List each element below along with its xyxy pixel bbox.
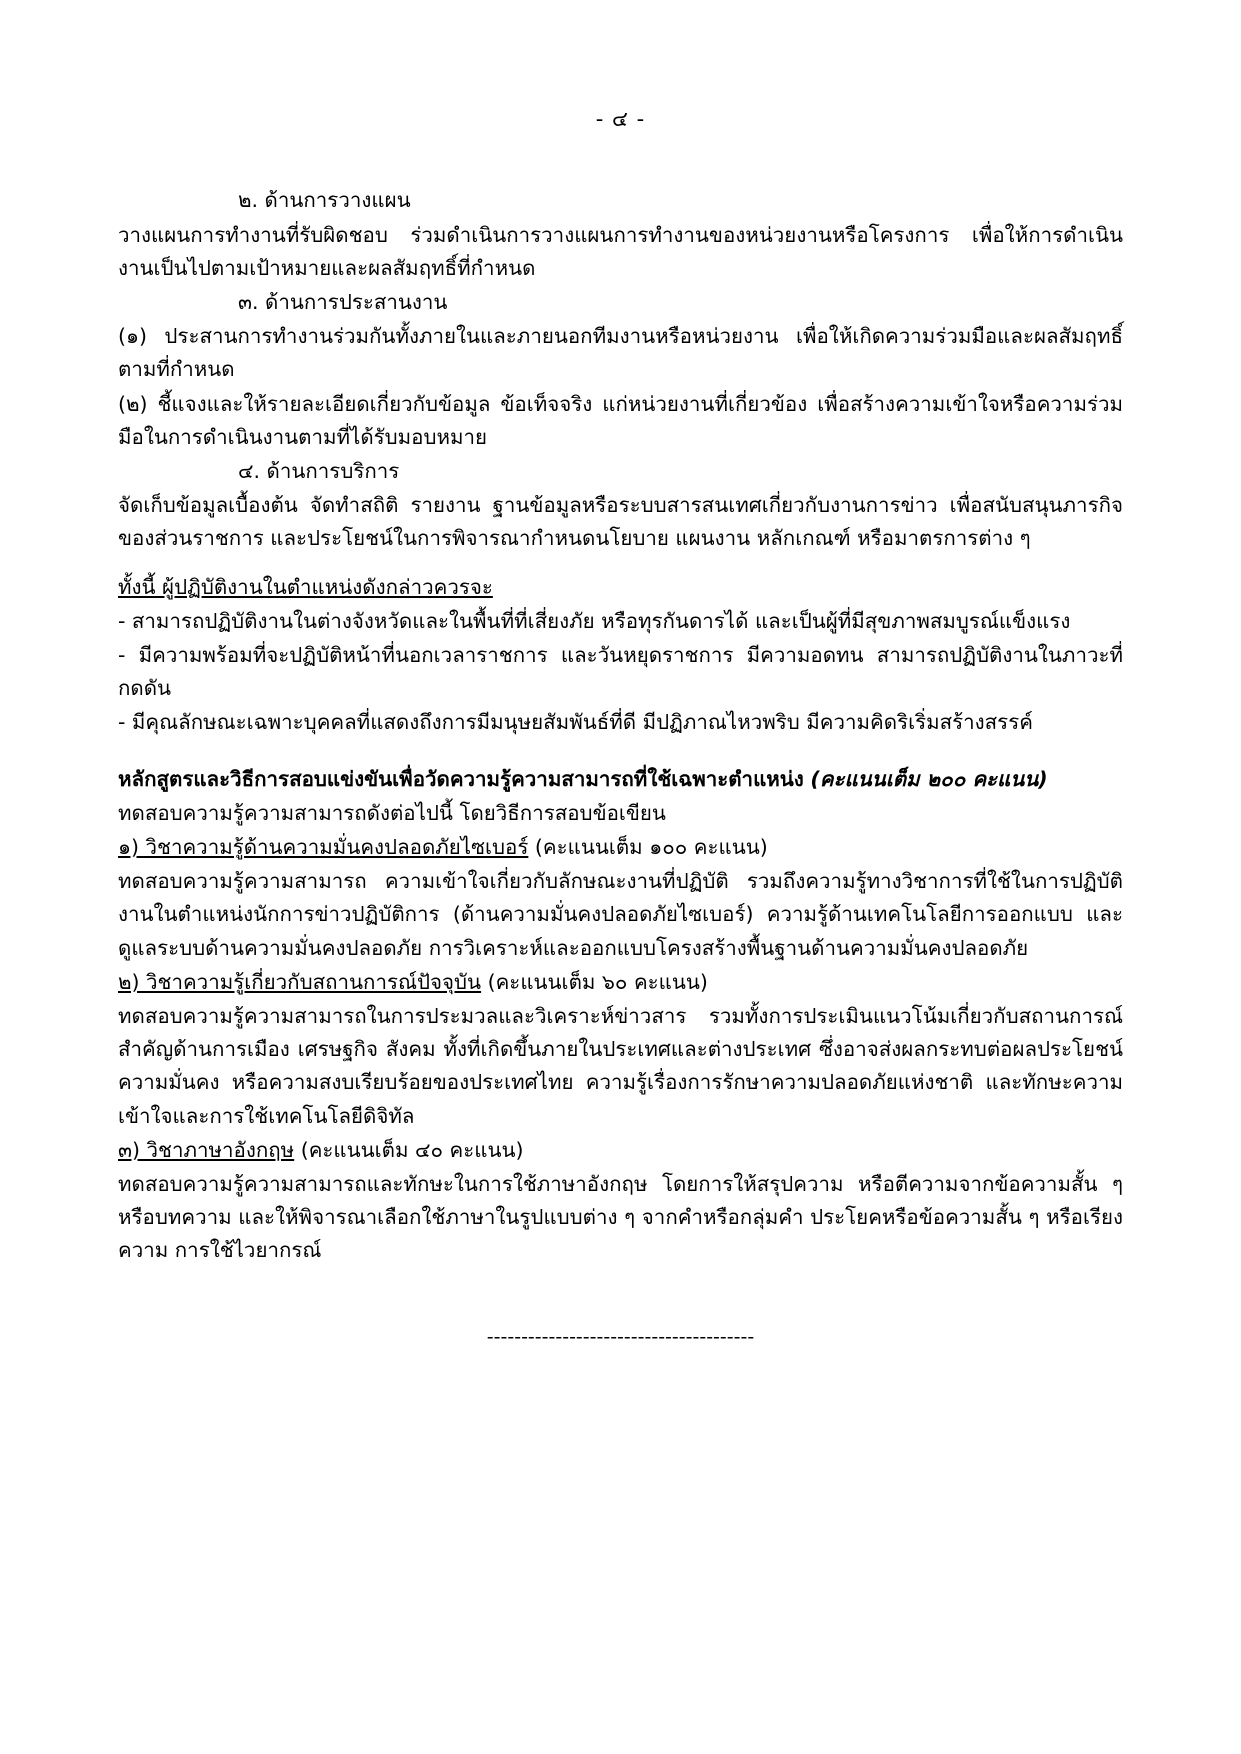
spacer bbox=[118, 557, 1123, 571]
section-paragraph-coordination-1: (๑) ประสานการทำงานร่วมกันทั้งภายในและภายนอกทีมงานหรือหน่วยงาน เพื่อให้เกิดความร่วมมือและผลสัมฤทธิ์ตามที่กำหนด bbox=[118, 324, 1123, 382]
exam-subject-3-title: ๓) วิชาภาษาอังกฤษ bbox=[118, 1137, 295, 1162]
exam-subject-2-score: (คะแนนเต็ม ๖๐ คะแนน) bbox=[487, 969, 708, 994]
spacer bbox=[118, 741, 1123, 763]
exam-subject-3-heading bbox=[118, 1134, 1123, 1167]
exam-subject-1-heading bbox=[118, 831, 1123, 864]
exam-subject-2-title: ๒) วิชาความรู้เกี่ยวกับสถานการณ์ปัจจุบัน bbox=[118, 969, 482, 994]
page-number: - ๔ - bbox=[595, 107, 646, 131]
document-body bbox=[118, 184, 1123, 1267]
section-paragraph-planning-1: วางแผนการทำงานที่รับผิดชอบ ร่วมดำเนินการวางแผนการทำงานของหน่วยงานหรือโครงการ เพื่อให้การดำเนินงานเป็นไปตามเป้าหมายและผลสัมฤทธิ์ที่กำหนด bbox=[118, 222, 1123, 280]
section-heading-coordination: ๓. ด้านการประสานงาน bbox=[238, 290, 448, 314]
footer-divider: --------------------------------------- bbox=[486, 1325, 755, 1348]
exam-subject-2-heading bbox=[118, 966, 1123, 999]
exam-title-score: (คะแนนเต็ม ๒๐๐ คะแนน) bbox=[810, 766, 1048, 791]
exam-subject-1-title: ๑) วิชาความรู้ด้านความมั่นคงปลอดภัยไซเบอร์ bbox=[118, 835, 529, 860]
exam-title-main: หลักสูตรและวิธีการสอบแข่งขันเพื่อวัดความรู้ความสามารถที่ใช้เฉพาะตำแหน่ง bbox=[118, 766, 804, 791]
exam-subject-3-score: (คะแนนเต็ม ๔๐ คะแนน) bbox=[300, 1137, 524, 1162]
exam-title bbox=[118, 763, 1123, 796]
exam-subject-3-body: ทดสอบความรู้ความสามารถและทักษะในการใช้ภาษาอังกฤษ โดยการให้สรุปความ หรือตีความจากข้อความสั้น ๆ หรือบทความ และให้พิจารณาเลือกใช้ภาษาในรูปแบบต่าง ๆ จากคำหรือกลุ่มคำ ประโยคหรือข้อความสั้น ๆ หรือเรียงความ การใช้ไวยากรณ์ bbox=[118, 1172, 1123, 1263]
qualification-item-1: - สามารถปฏิบัติงานในต่างจังหวัดและในพื้นที่ที่เสี่ยงภัย หรือทุรกันดารได้ และเป็นผู้ที่มีสุขภาพสมบูรณ์แข็งแรง bbox=[118, 608, 1071, 633]
exam-intro: ทดสอบความรู้ความสามารถดังต่อไปนี้ โดยวิธีการสอบข้อเขียน bbox=[118, 800, 666, 825]
qualification-item-2: - มีความพร้อมที่จะปฏิบัติหน้าที่นอกเวลาราชการ และวันหยุดราชการ มีความอดทน สามารถปฏิบัติงานในภาวะที่กดดัน bbox=[118, 643, 1123, 701]
exam-subject-2-body: ทดสอบความรู้ความสามารถในการประมวลและวิเคราะห์ข่าวสาร รวมทั้งการประเมินแนวโน้มเกี่ยวกับสถานการณ์สำคัญด้านการเมือง เศรษฐกิจ สังคม ทั้งที่เกิดขึ้นภายในประเทศและต่างประเทศ ซึ่งอาจส่งผลกระทบต่อผลประโยชน์ ความมั่นคง หรือความสงบเรียบร้อยของประเทศไทย ความรู้เรื่องการรักษาความปลอดภัยแห่งชาติ และทักษะความเข้าใจและการใช้เทคโนโลยีดิจิทัล bbox=[118, 1004, 1123, 1128]
qualifications-lead-in bbox=[118, 571, 1123, 604]
exam-subject-1-score: (คะแนนเต็ม ๑๐๐ คะแนน) bbox=[534, 835, 768, 860]
exam-subject-1-body: ทดสอบความรู้ความสามารถ ความเข้าใจเกี่ยวกับลักษณะงานที่ปฏิบัติ รวมถึงความรู้ทางวิชาการที่ใช้ในการปฏิบัติงานในตำแหน่งนักการข่าวปฏิบัติการ (ด้านความมั่นคงปลอดภัยไซเบอร์) ความรู้ด้านเทคโนโลยีการออกแบบ และดูแลระบบด้านความมั่นคงปลอดภัย การวิเคราะห์และออกแบบโครงสร้างพื้นฐานด้านความมั่นคงปลอดภัย bbox=[118, 869, 1123, 960]
qualifications-lead-in-text: ทั้งนี้ ผู้ปฏิบัติงานในตำแหน่งดังกล่าวควรจะ bbox=[118, 574, 493, 599]
qualification-item-3: - มีคุณลักษณะเฉพาะบุคคลที่แสดงถึงการมีมนุษยสัมพันธ์ที่ดี มีปฏิภาณไหวพริบ มีความคิดริเริ่มสร้างสรรค์ bbox=[118, 710, 1033, 735]
section-heading-planning: ๒. ด้านการวางแผน bbox=[238, 188, 411, 213]
section-heading-service: ๔. ด้านการบริการ bbox=[238, 459, 400, 484]
section-paragraph-service-1: จัดเก็บข้อมูลเบื้องต้น จัดทำสถิติ รายงาน ฐานข้อมูลหรือระบบสารสนเทศเกี่ยวกับงานการข่าว เพื่อสนับสนุนภารกิจของส่วนราชการ และประโยชน์ในการพิจารณากำหนดนโยบาย แผนงาน หลักเกณฑ์ หรือมาตรการต่าง ๆ bbox=[118, 493, 1123, 551]
section-paragraph-coordination-2: (๒) ชี้แจงและให้รายละเอียดเกี่ยวกับข้อมูล ข้อเท็จจริง แก่หน่วยงานที่เกี่ยวข้อง เพื่อสร้างความเข้าใจหรือความร่วมมือในการดำเนินงานตามที่ได้รับมอบหมาย bbox=[118, 391, 1123, 449]
